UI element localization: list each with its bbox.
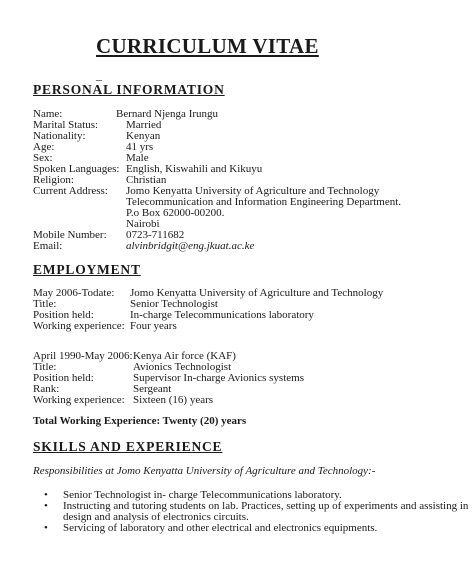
job1-experience-value: Four years: [130, 320, 177, 332]
value-address-line-4: Nairobi: [126, 218, 160, 230]
label-email: Email:: [33, 240, 63, 252]
bullet-item-2-cont: design and analysis of electronics circuits.: [63, 511, 249, 523]
label-religion: Religion:: [33, 174, 74, 186]
job1-position-value: In-charge Telecommunications laboratory: [130, 309, 314, 321]
total-working-experience: Total Working Experience: Twenty (20) years: [33, 415, 247, 427]
label-nationality: Nationality:: [33, 130, 86, 142]
document-title: CURRICULUM VITAE: [96, 34, 319, 58]
label-name: Name:: [33, 108, 63, 120]
job2-rank-value: Sergeant: [133, 383, 172, 395]
value-marital-status: Married: [126, 119, 162, 131]
bullet-item-3: Servicing of laboratory and other electrical and electronics equipments.: [63, 522, 378, 534]
job2-experience-value: Sixteen (16) years: [133, 394, 214, 406]
job1-title-label: Title:: [33, 298, 57, 310]
value-spoken-languages: English, Kiswahili and Kikuyu: [126, 163, 263, 175]
job2-title-value: Avionics Technologist: [133, 361, 232, 373]
job2-position-label: Position held:: [33, 372, 94, 384]
value-address-line-3: P.o Box 62000-00200.: [126, 207, 225, 219]
value-email: alvinbridgit@eng.jkuat.ac.ke: [126, 240, 255, 252]
stray-underscore: _: [96, 68, 102, 82]
label-mobile: Mobile Number:: [33, 229, 107, 241]
label-spoken-languages: Spoken Languages:: [33, 163, 120, 175]
value-name: Bernard Njenga Irungu: [116, 108, 219, 120]
label-marital-status: Marital Status:: [33, 119, 99, 131]
value-nationality: Kenyan: [126, 130, 161, 142]
value-address-line-2: Telecommunication and Information Engineering Department.: [126, 196, 402, 208]
bullet-dot-1: •: [44, 489, 48, 501]
bullet-dot-2: •: [44, 500, 48, 512]
bullet-item-2: Instructing and tutoring students on lab. Practices, setting up of experiments and assisting in: [63, 500, 469, 512]
job2-title-label: Title:: [33, 361, 57, 373]
job1-title-value: Senior Technologist: [130, 298, 218, 310]
bullet-item-1: Senior Technologist in- charge Telecommunications laboratory.: [63, 489, 342, 501]
section-heading-personal: PERSONAL INFORMATION: [33, 82, 225, 97]
job2-period: April 1990-May 2006:: [33, 350, 133, 362]
skills-intro: Responsibilities at Jomo Kenyatta University of Agriculture and Technology:-: [33, 465, 376, 477]
label-age: Age:: [33, 141, 55, 153]
job1-position-label: Position held:: [33, 309, 94, 321]
value-address-line-1: Jomo Kenyatta University of Agriculture and Technology: [126, 185, 380, 197]
section-heading-skills: SKILLS AND EXPERIENCE: [33, 439, 223, 454]
section-heading-employment: EMPLOYMENT: [33, 262, 141, 277]
bullet-dot-3: •: [44, 522, 48, 534]
value-sex: Male: [126, 152, 149, 164]
value-mobile: 0723-711682: [126, 229, 185, 241]
job1-period: May 2006-Todate:: [33, 287, 115, 299]
value-age: 41 yrs: [126, 141, 154, 153]
job2-rank-label: Rank:: [33, 383, 60, 395]
label-current-address: Current Address:: [33, 185, 108, 197]
job2-employer: Kenya Air force (KAF): [133, 350, 236, 362]
value-religion: Christian: [126, 174, 167, 186]
job1-experience-label: Working experience:: [33, 320, 125, 332]
job1-employer: Jomo Kenyatta University of Agriculture and Technology: [130, 287, 384, 299]
label-sex: Sex:: [33, 152, 53, 164]
job2-position-value: Supervisor In-charge Avionics systems: [133, 372, 304, 384]
job2-experience-label: Working experience:: [33, 394, 125, 406]
